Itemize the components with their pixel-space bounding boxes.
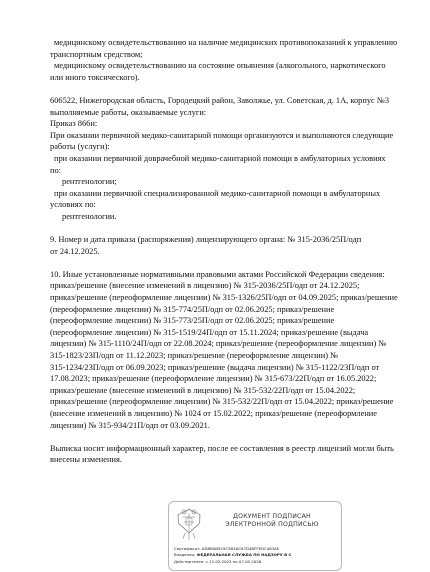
text-line: выполняемые работы, оказываемые услуги:	[50, 107, 207, 117]
disclaimer-text: внесены изменения.	[50, 455, 122, 465]
validity-label: Действителен:	[174, 558, 205, 564]
disclaimer-text: Выписка носит информационный характер, после ее составления в реестр лицензий могли быть	[50, 443, 394, 453]
address-line: 606522, Нижегородская область, Городецкий район, Заволжье, ул. Советская, д. 1А, корпус №3	[50, 95, 390, 105]
owner-value: ФЕДЕРАЛЬНАЯ СЛУЖБА ПО НАДЗОРУ В С	[196, 552, 292, 558]
text-line: (переоформление лицензии) № 315-774/25П/одп от 02.06.2025; приказ/решение	[50, 304, 335, 314]
certificate-label: Сертификат:	[174, 546, 201, 551]
text-line: приказ/решение (переоформление лицензии) № 315-1326/25П/одп от 04.09.2025; приказ/решение	[50, 293, 398, 303]
stamp-title-line: ЭЛЕКТРОННОЙ ПОДПИСЬЮ	[225, 521, 319, 528]
text-line: При оказании первичной медико-санитарной помощи организуются и выполняются следующие	[50, 130, 394, 140]
stamp-title	[205, 513, 339, 529]
text-line: 315-1823/23П/одп от 11.12.2023; приказ/решение (переоформление лицензии) №	[50, 351, 339, 361]
other-info-heading: 10. Иные установленные нормативными правовыми актами Российской Федерации сведения:	[50, 269, 385, 279]
stamp-title-line: ДОКУМЕНТ ПОДПИСАН	[233, 513, 311, 520]
text-line: медицинскому освидетельствованию на состояние опьянения (алкогольного, наркотического	[54, 61, 386, 71]
text-line: лицензии) № 315-934/21П/одп от 03.09.2021.	[50, 420, 210, 430]
certificate-value: ADBB0B925C5B4AC67D4BFFEDC463AE	[201, 546, 280, 551]
text-line: по:	[50, 165, 61, 175]
text-line: 315-1234/23П/одп от 06.09.2023; приказ/решение (выдача лицензии) № 315-1122/23П/одп от	[50, 362, 380, 372]
electronic-signature-stamp	[168, 501, 342, 571]
text-line: или иного токсического).	[50, 72, 140, 82]
text-line: (переоформление лицензии) № 315-1519/24П/одп от 15.11.2024; приказ/решение (выдача	[50, 327, 369, 337]
text-line: транспортным средством;	[50, 49, 143, 59]
text-line: от 24.12.2025.	[50, 246, 100, 256]
coat-of-arms-icon	[172, 505, 206, 545]
owner-label: Владелец:	[174, 552, 196, 558]
text-line: условиях по:	[50, 200, 96, 210]
stamp-details	[174, 546, 339, 565]
text-line: 17.08.2023; приказ/решение (переоформление лицензии) № 315-673/22П/одп от 16.05.2022;	[50, 374, 377, 384]
text-line: рентгенологии.	[62, 211, 117, 221]
text-line: при оказании первичной специализированной медико-санитарной помощи в амбулаторных	[54, 188, 381, 198]
text-line: работы (услуги):	[50, 142, 110, 152]
text-line: лицензии) № 315-1110/24П/одп от 22.08.2024; приказ/решение (переоформление лицензии) №	[50, 339, 387, 349]
order-number-heading: 9. Номер и дата приказа (распоряжения) лицензирующего органа: № 315-2036/25П/одп	[50, 235, 362, 245]
validity-value: с 11.02.2025 по 07.05.2026	[205, 558, 262, 564]
text-line: приказ/решение (внесение изменений в лицензию) № 315-2036/25П/одп от 24.12.2025;	[50, 281, 360, 291]
text-line: медицинскому освидетельствованию на наличие медицинских противопоказаний к управлению	[54, 38, 398, 47]
text-line: приказ/решение (внесение изменений в лицензию) № 315-532/22П/одп от 15.04.2022;	[50, 385, 356, 395]
text-line: (переоформление лицензии) № 315-773/25П/одп от 02.06.2025; приказ/решение	[50, 316, 335, 326]
validity-row	[174, 559, 339, 565]
text-line: рентгенологии;	[62, 177, 117, 187]
text-line: при оказании первичной доврачебной медико-санитарной помощи в амбулаторных условиях	[54, 153, 386, 163]
text-line: (внесение изменений в лицензию) № 1024 от 15.02.2022; приказ/решение (переоформление	[50, 409, 378, 418]
text-line: приказ/решение (переоформление лицензии) № 315-532/22П/одп от 15.04.2022; приказ/решение	[50, 397, 394, 407]
text-line: Приказ 866н:	[50, 119, 98, 129]
